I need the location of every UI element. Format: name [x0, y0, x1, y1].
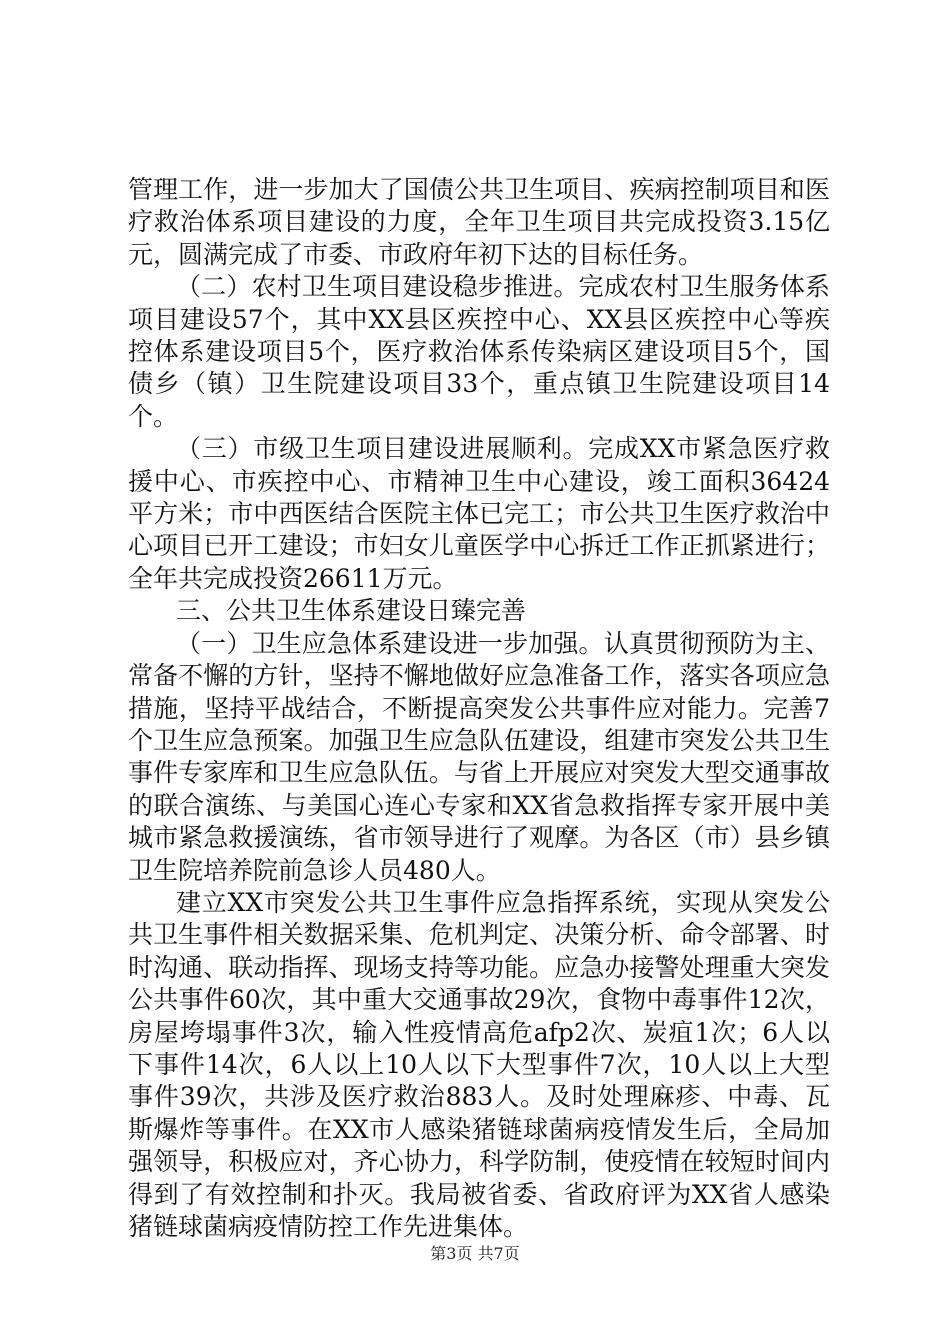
page-number: 第3页: [430, 1244, 473, 1263]
paragraph-6: 建立XX市突发公共卫生事件应急指挥系统，实现从突发公共卫生事件相关数据采集、危机判定、决策分析、命令部署、时时沟通、联动指挥、现场支持等功能。应急办接警处理重大突发公共事件60次，其中重大交通事故29次，食物中毒事件12次，房屋垮塌事件3次，输入性疫情高危afp2次、炭疽1次；6人以下事件14次，6人以上10人以下大型事件7次，10人以上大型事件39次，共涉及医疗救治883人。及时处理麻疹、中毒、瓦斯爆炸等事件。在XX市人感染猪链球菌病疫情发生后，全局加强领导，积极应对，齐心协力，科学防制，使疫情在较短时间内得到了有效控制和扑灭。我局被省委、省政府评为XX省人感染猪链球菌病疫情防控工作先进集体。: [128, 887, 830, 1241]
paragraph-3: （三）市级卫生项目建设进展顺利。完成XX市紧急医疗救援中心、市疾控中心、市精神卫生中心建设，竣工面积36424平方米；市中西医结合医院主体已完工；市公共卫生医疗救治中心项目已开工建设；市妇女儿童医学中心拆迁工作正抓紧进行；全年共完成投资26611万元。: [128, 434, 830, 593]
document-body: [128, 174, 830, 1243]
paragraph-2: （二）农村卫生项目建设稳步推进。完成农村卫生服务体系项目建设57个，其中XX县区疾控中心、XX县区疾控中心等疾控体系建设项目5个，医疗救治体系传染病区建设项目5个，国债乡（镇）卫生院建设项目33个，重点镇卫生院建设项目14个。: [128, 272, 830, 431]
page-total: 共7页: [477, 1244, 520, 1263]
paragraph-5: （一）卫生应急体系建设进一步加强。认真贯彻预防为主、常备不懈的方针，坚持不懈地做好应急准备工作，落实各项应急措施，坚持平战结合，不断提高突发公共事件应对能力。完善7个卫生应急预案。加强卫生应急队伍建设，组建市突发公共卫生事件专家库和卫生应急队伍。与省上开展应对突发大型交通事故的联合演练、与美国心连心专家和XX省急救指挥专家开展中美城市紧急救援演练，省市领导进行了观摩。为各区（市）县乡镇卫生院培养院前急诊人员480人。: [128, 628, 830, 885]
section-heading: 三、公共卫生体系建设日臻完善: [176, 596, 527, 626]
paragraph-1: 管理工作，进一步加大了国债公共卫生项目、疾病控制项目和医疗救治体系项目建设的力度，全年卫生项目共完成投资3.15亿元，圆满完成了市委、市政府年初下达的目标任务。: [128, 175, 830, 269]
page-footer: [0, 1244, 950, 1264]
